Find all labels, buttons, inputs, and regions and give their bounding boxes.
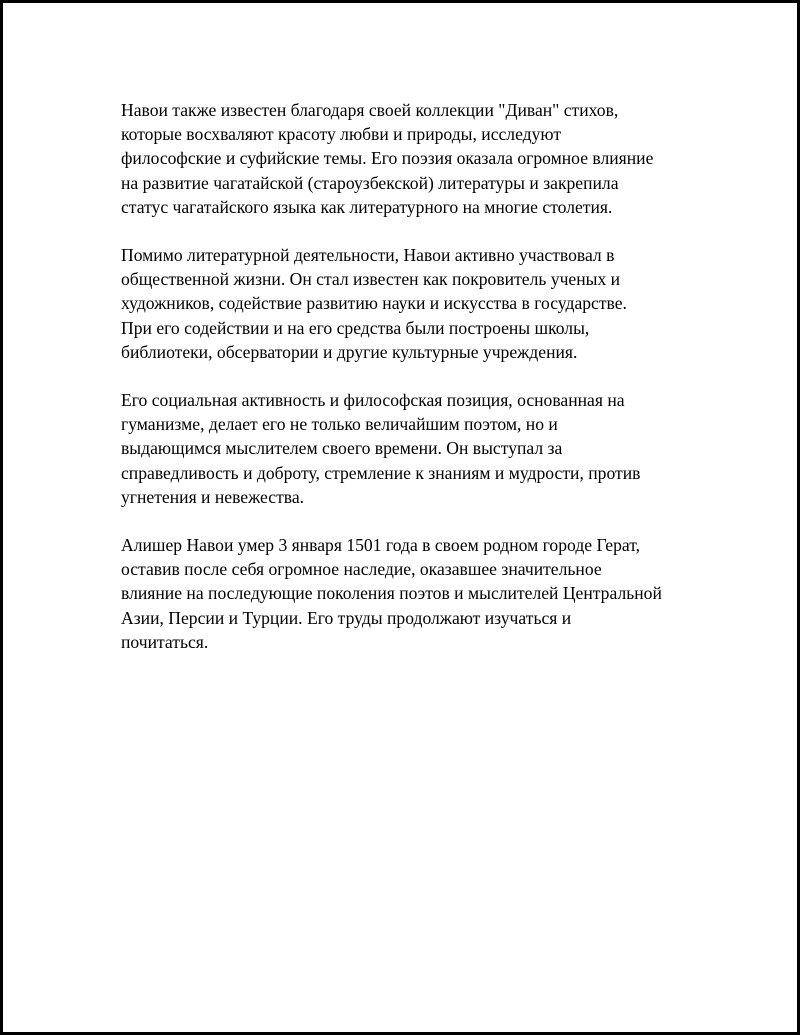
text-line: При его содействии и на его средства были построены школы, (121, 317, 590, 338)
text-line: Его социальная активность и философская позиция, основанная на (121, 390, 625, 411)
paragraph-divan (121, 98, 721, 219)
text-line: художников, содействие развитию науки и искусства в государстве. (121, 293, 627, 314)
text-line: влияние на последующие поколения поэтов и мыслителей Центральной (121, 583, 662, 604)
text-line: справедливость и доброту, стремление к знаниям и мудрости, против (121, 462, 641, 483)
text-line: философские и суфийские темы. Его поэзия оказала огромное влияние (121, 148, 654, 169)
text-line: на развитие чагатайской (староузбекской) литературы и закрепила (121, 172, 619, 193)
text-line: гуманизме, делает его не только величайшим поэтом, но и (121, 414, 558, 435)
text-line: которые восхваляют красоту любви и природы, исследуют (121, 124, 562, 145)
paragraph-humanism (121, 388, 721, 509)
text-line: Помимо литературной деятельности, Навои активно участвовал в (121, 245, 615, 266)
paragraph-legacy (121, 533, 721, 654)
text-line: Алишер Навои умер 3 января 1501 года в своем родном городе Герат, (121, 535, 641, 556)
text-line: почитаться. (121, 631, 209, 652)
text-line: библиотеки, обсерватории и другие культурные учреждения. (121, 341, 578, 362)
text-line: общественной жизни. Он стал известен как покровитель ученых и (121, 269, 621, 290)
paragraph-public-life (121, 243, 721, 364)
text-line: Навои также известен благодаря своей коллекции "Диван" стихов, (121, 100, 619, 120)
document-body (121, 98, 721, 678)
text-line: выдающимся мыслителем своего времени. Он выступал за (121, 438, 563, 459)
text-line: угнетения и невежества. (121, 486, 305, 507)
text-line: Азии, Персии и Турции. Его труды продолжают изучаться и (121, 607, 572, 628)
text-line: статус чагатайского языка как литературного на многие столетия. (121, 196, 613, 217)
text-line: оставив после себя огромное наследие, оказавшее значительное (121, 559, 602, 580)
